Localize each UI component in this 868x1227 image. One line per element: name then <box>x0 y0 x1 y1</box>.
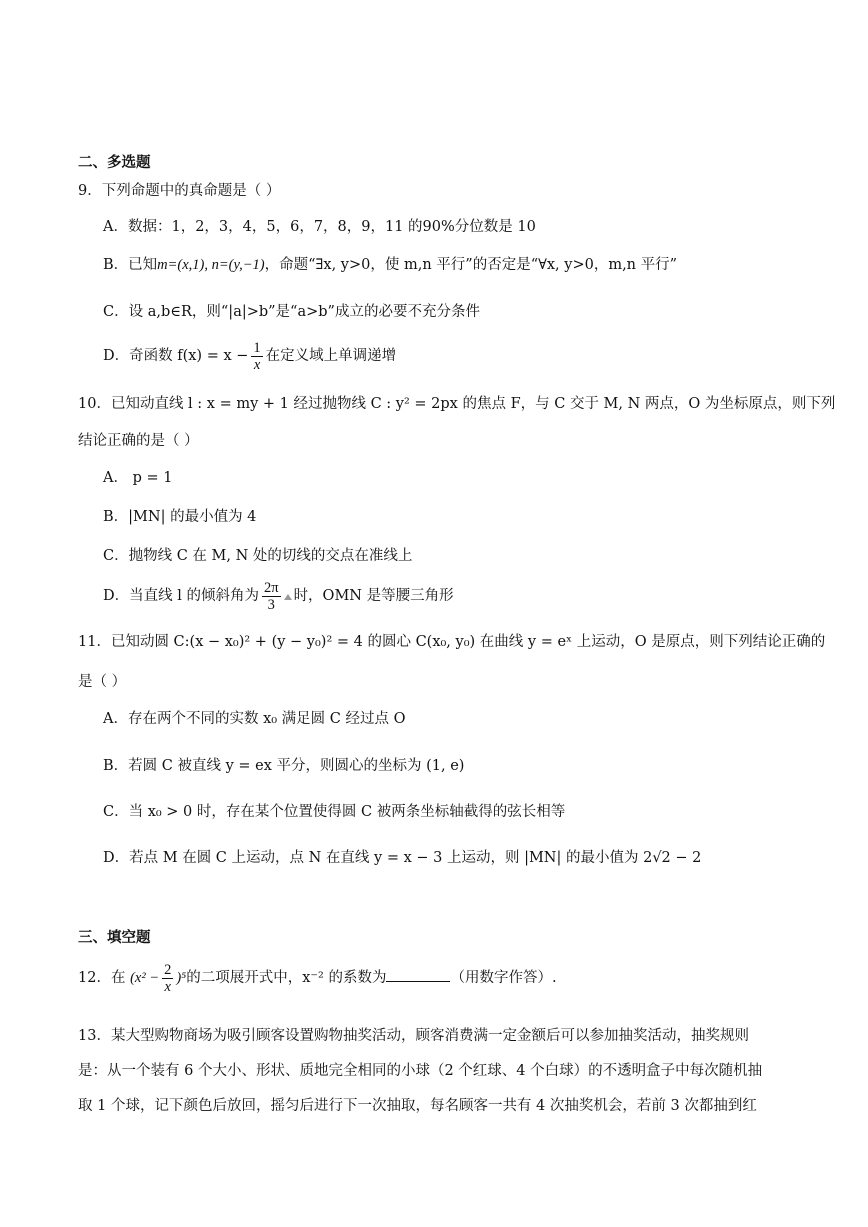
question-12-suffix: （用数字作答）. <box>450 970 557 986</box>
question-11-option-d: D．若点 M 在圆 C 上运动，点 N 在直线 y = x − 3 上运动，则 |MN| 的最小值为 2√2 − 2 <box>103 850 702 866</box>
question-9-stem: 9．下列命题中的真命题是（ ） <box>78 183 281 199</box>
question-10-option-b: B．|MN| 的最小值为 4 <box>103 509 257 525</box>
option-d-prefix: D．奇函数 f(x) = x − <box>103 348 249 364</box>
option-d-suffix: 时，OMN 是等腰三角形 <box>293 588 454 604</box>
question-10-line-1: 10．已知动直线 l : x = my + 1 经过抛物线 C : y² = 2px 的焦点 F，与 C 交于 M, N 两点，O 为坐标原点，则下列 <box>78 396 836 412</box>
option-b-proposition: ，命题“∃x, y>0，使 m,n 平行”的否定是“∀x, y>0，m,n 平行” <box>264 257 678 273</box>
question-13-line-3: 取 1 个球，记下颜色后放回，摇匀后进行下一次抽取，每名顾客一共有 4 次抽奖机会，若前 3 次都抽到红 <box>78 1098 757 1114</box>
fraction-numerator: 2π <box>263 579 279 596</box>
binomial-left: (x² − <box>130 970 160 986</box>
question-11-option-b: B．若圆 C 被直线 y = ex 平分，则圆心的坐标为 (1, e) <box>103 758 465 774</box>
question-10-option-a: A． p = 1 <box>103 470 173 486</box>
fraction-denominator: x <box>253 356 261 373</box>
option-d-prefix: D．当直线 l 的倾斜角为 <box>103 588 259 604</box>
fraction-numerator: 2 <box>164 961 172 978</box>
option-b-prefix: B．已知 <box>103 257 158 273</box>
question-9-option-c: C．设 a,b∈R，则“|a|>b”是“a>b”成立的必要不充分条件 <box>103 304 480 320</box>
question-13-line-1: 13．某大型购物商场为吸引顾客设置购物抽奖活动，顾客消费满一定金额后可以参加抽奖活动，抽奖规则 <box>78 1028 749 1044</box>
question-11-option-c: C．当 x₀ > 0 时，存在某个位置使得圆 C 被两条坐标轴截得的弦长相等 <box>103 804 566 820</box>
fraction-numerator: 1 <box>253 339 261 356</box>
section-fill-in-heading: 三、填空题 <box>78 930 151 946</box>
question-13-line-2: 是：从一个装有 6 个大小、形状、质地完全相同的小球（2 个红球、4 个白球）的不透明盒子中每次随机抽 <box>78 1063 763 1079</box>
option-b-vectors: m=(x,1), n=(y,−1) <box>157 257 265 273</box>
fraction-denominator: 3 <box>267 596 275 613</box>
fraction-two-pi-over-three <box>262 580 281 613</box>
question-12-prefix: 12．在 <box>78 970 126 986</box>
question-10-line-2: 结论正确的是（ ） <box>78 433 199 449</box>
question-9-option-d <box>103 338 396 374</box>
question-11-option-a: A．存在两个不同的实数 x₀ 满足圆 C 经过点 O <box>103 711 406 727</box>
question-11-line-1: 11．已知动圆 C:(x − x₀)² + (y − y₀)² = 4 的圆心 C(x₀, y₀) 在曲线 y = eˣ 上运动，O 是原点，则下列结论正确的 <box>78 634 826 650</box>
fraction-two-over-x <box>162 962 173 995</box>
binomial-right: )⁵ <box>176 970 187 986</box>
section-multiple-choice-heading: 二、多选题 <box>78 155 151 171</box>
question-10-option-d <box>103 578 454 614</box>
question-12 <box>78 958 557 998</box>
question-11-line-2: 是（ ） <box>78 674 127 690</box>
option-d-suffix: 在定义域上单调递增 <box>265 348 397 364</box>
question-9-option-a: A．数据：1，2，3，4，5，6，7，8，9，11 的90%分位数是 10 <box>103 219 536 235</box>
answer-blank[interactable] <box>386 967 450 982</box>
question-10-option-c: C．抛物线 C 在 M, N 处的切线的交点在准线上 <box>103 548 413 564</box>
question-12-mid: 的二项展开式中，x⁻² 的系数为 <box>186 970 387 986</box>
triangle-icon <box>284 594 292 600</box>
fraction-one-over-x <box>251 340 262 373</box>
question-9-option-b <box>103 255 677 275</box>
fraction-denominator: x <box>164 978 171 995</box>
